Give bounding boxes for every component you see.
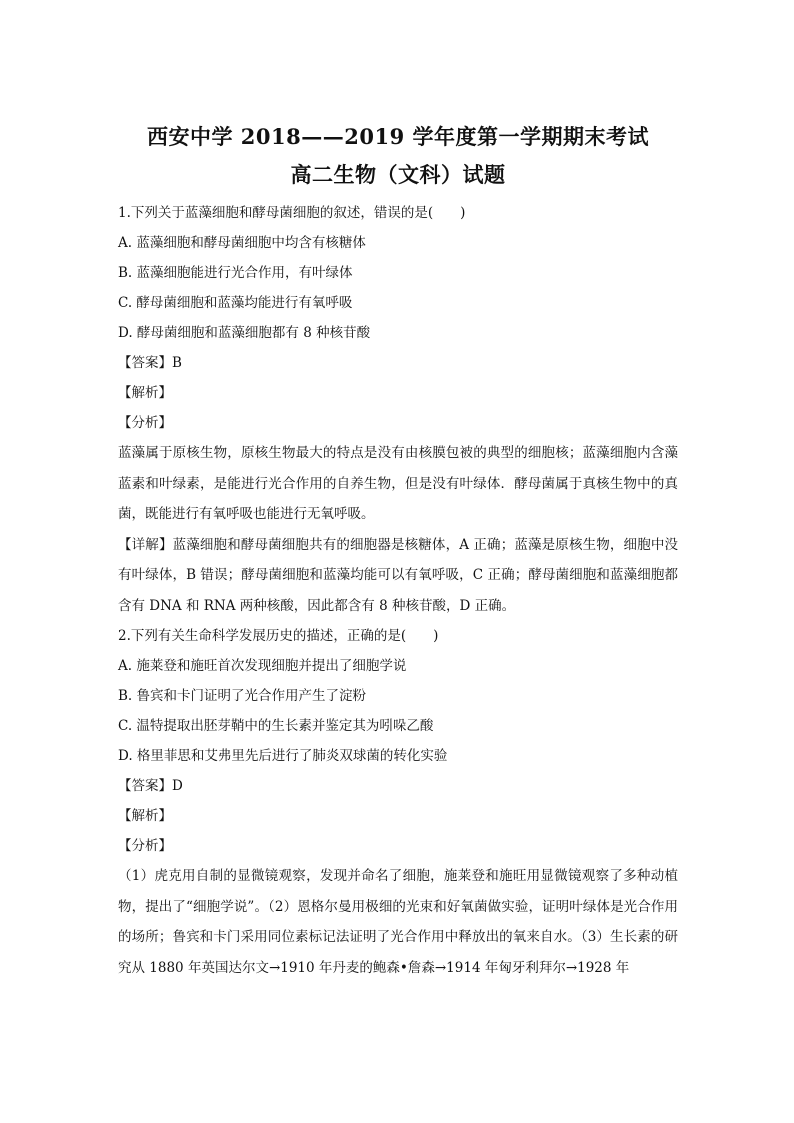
q1-option-b: B. 蓝藻细胞能进行光合作用，有叶绿体 <box>118 265 353 281</box>
q1-option-d: D. 酵母菌细胞和蓝藻细胞都有 8 种核苷酸 <box>118 325 371 341</box>
q1-stem: 1.下列关于蓝藻细胞和酵母菌细胞的叙述，错误的是( ) <box>118 205 466 221</box>
exam-subtitle: 高二生物（文科）试题 <box>290 162 506 187</box>
q2-option-c: C. 温特提取出胚芽鞘中的生长素并鉴定其为吲哚乙酸 <box>118 718 434 734</box>
q1-option-a: A. 蓝藻细胞和酵母菌细胞中均含有核糖体 <box>118 235 366 251</box>
q2-option-a: A. 施莱登和施旺首次发现细胞并提出了细胞学说 <box>118 658 407 674</box>
q2-jiexi-heading: 【解析】 <box>118 808 172 824</box>
q1-analysis: 蓝藻属于原核生物，原核生物最大的特点是没有由核膜包被的典型的细胞核；蓝藻细胞内含藻蓝素和叶绿素，是能进行光合作用的自养生物，但是没有叶绿体．酵母菌属于真核生物中的真菌，既能进行有氧呼吸也能进行无氧呼吸。 <box>118 445 678 522</box>
exam-title: 西安中学 2018——2019 学年度第一学期期末考试 <box>146 124 649 149</box>
q1-fenxi-heading: 【分析】 <box>118 415 172 431</box>
document-page <box>118 120 678 983</box>
q2-analysis: （1）虎克用自制的显微镜观察，发现并命名了细胞，施莱登和施旺用显微镜观察了多种动植物，提出了“细胞学说”。（2）恩格尔曼用极细的光束和好氧菌做实验，证明叶绿体是光合作用的场所；鲁宾和卡门采用同位素标记法证明了光合作用中释放出的氧来自水。（3）生长素的研究从 1880 年英国达尔文→1910 年丹麦的鲍森•詹森→1914 年匈牙利拜尔→1928 年 <box>118 868 678 976</box>
q1-option-c: C. 酵母菌细胞和蓝藻均能进行有氧呼吸 <box>118 295 353 311</box>
q2-fenxi-heading: 【分析】 <box>118 838 172 854</box>
q2-option-b: B. 鲁宾和卡门证明了光合作用产生了淀粉 <box>118 688 367 704</box>
q1-answer: 【答案】B <box>118 355 182 371</box>
q2-option-d: D. 格里菲思和艾弗里先后进行了肺炎双球菌的转化实验 <box>118 748 448 764</box>
q2-answer: 【答案】D <box>118 778 183 794</box>
q1-detail: 【详解】蓝藻细胞和酵母菌细胞共有的细胞器是核糖体，A 正确；蓝藻是原核生物，细胞中没有叶绿体，B 错误；酵母菌细胞和蓝藻均能可以有氧呼吸，C 正确；酵母菌细胞和蓝藻细胞都含有 DNA 和 RNA 两种核酸，因此都含有 8 种核苷酸，D 正确。 <box>118 536 678 614</box>
q1-jiexi-heading: 【解析】 <box>118 385 172 401</box>
q2-stem: 2.下列有关生命科学发展历史的描述，正确的是( ) <box>118 628 439 644</box>
